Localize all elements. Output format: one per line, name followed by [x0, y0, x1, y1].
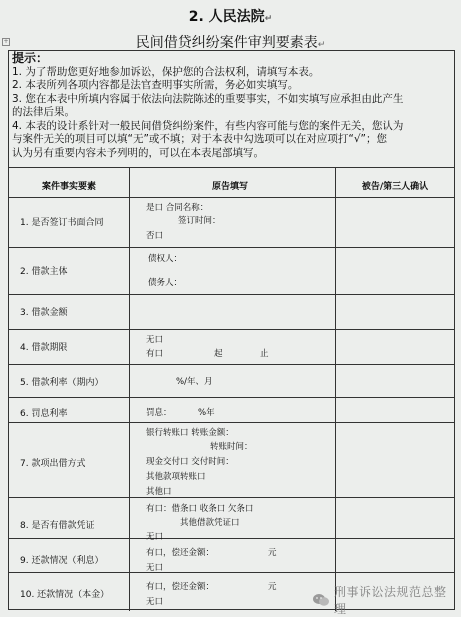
tip-line: 的法律后果。 [12, 106, 75, 118]
tips-box [12, 52, 450, 160]
plaintiff-field[interactable]: 是口 合同名称： [146, 203, 209, 213]
plaintiff-field[interactable]: 无口 [146, 335, 164, 345]
tip-line: 4. 本表的设计系针对一般民间借贷纠纷案件，有些内容可能与您的案件无关，您认为 [12, 119, 404, 132]
plaintiff-field[interactable]: 罚息： [146, 408, 172, 418]
row-label: 5. 借款利率（期内） [20, 378, 104, 388]
page-title: 2. 人民法院↵ [188, 9, 273, 25]
plaintiff-field[interactable]: 无口 [146, 563, 164, 573]
tip-line: 认为另有重要内容未予列明的，可以在本表尾部填写。 [12, 146, 264, 159]
plaintiff-field[interactable]: 元 [268, 582, 277, 592]
tip-line: 与案件无关的项目可以填“无”或不填；对于本表中勾选项可以在对应项打“√”；您 [12, 133, 387, 145]
plaintiff-field[interactable]: 其他款项转账口 [146, 472, 206, 482]
plaintiff-field[interactable]: 起 [214, 349, 223, 359]
plaintiff-field[interactable]: 止 [260, 349, 269, 359]
header-fact-elements: 案件事实要素 [41, 182, 96, 192]
row-label: 6. 罚息利率 [20, 409, 68, 419]
tip-line: 2. 本表所列各项内容都是法官查明事实所需，务必如实填写。 [12, 79, 299, 91]
plaintiff-field[interactable]: 无口 [146, 532, 164, 542]
plaintiff-field[interactable]: 其他口 [146, 487, 172, 497]
tips-heading: 提示： [12, 51, 49, 65]
plaintiff-field[interactable]: 债权人： [148, 254, 183, 264]
table-move-handle-icon[interactable]: + [3, 38, 9, 45]
plaintiff-field[interactable]: 债务人： [148, 278, 183, 288]
plaintiff-field[interactable]: 其他借款凭证口 [180, 518, 240, 528]
row-label: 10. 还款情况（本金） [20, 590, 110, 600]
row-label: 4. 借款期限 [20, 343, 68, 353]
plaintiff-field[interactable]: 有口：借条口 收条口 欠条口 [146, 504, 254, 514]
plaintiff-field[interactable]: 转账时间： [210, 442, 253, 452]
header-defendant-confirm: 被告/第三人确认 [361, 182, 429, 192]
plaintiff-field[interactable]: %年 [198, 408, 215, 418]
plaintiff-field[interactable]: 元 [268, 548, 277, 558]
row-label: 7. 款项出借方式 [20, 459, 86, 469]
plaintiff-field[interactable]: 签订时间： [178, 216, 221, 226]
header-plaintiff-fill: 原告填写 [211, 182, 248, 192]
watermark [312, 585, 458, 616]
plaintiff-field[interactable]: 现金交付口 交付时间： [146, 457, 234, 467]
row-label: 2. 借款主体 [20, 267, 68, 277]
wechat-icon [312, 593, 330, 607]
plaintiff-field[interactable]: 银行转账口 转账金额： [146, 428, 234, 438]
row-label: 3. 借款金额 [20, 308, 68, 318]
row-label: 1. 是否签订书面合同 [20, 218, 104, 228]
plaintiff-field[interactable]: %/年、月 [176, 377, 213, 387]
plaintiff-field[interactable]: 有口，偿还金额： [146, 582, 215, 592]
plaintiff-field[interactable]: 否口 [146, 231, 164, 241]
plaintiff-field[interactable]: 有口，偿还金额： [146, 548, 215, 558]
tip-line: 3. 您在本表中所填内容属于依法向法院陈述的重要事实，不如实填写应承担由此产生 [12, 92, 404, 105]
row-label: 9. 还款情况（利息） [20, 556, 104, 566]
watermark-text: 刑事诉讼法规范总整理 [334, 585, 447, 616]
plaintiff-field[interactable]: 无口 [146, 597, 164, 607]
row-label: 8. 是否有借款凭证 [20, 521, 95, 531]
tip-line: 1. 为了帮助您更好地参加诉讼，保护您的合法权利，请填写本表。 [12, 65, 320, 78]
plaintiff-field[interactable]: 有口 [146, 349, 164, 359]
form-title: 民间借贷纠纷案件审判要素表↵ [135, 35, 326, 51]
